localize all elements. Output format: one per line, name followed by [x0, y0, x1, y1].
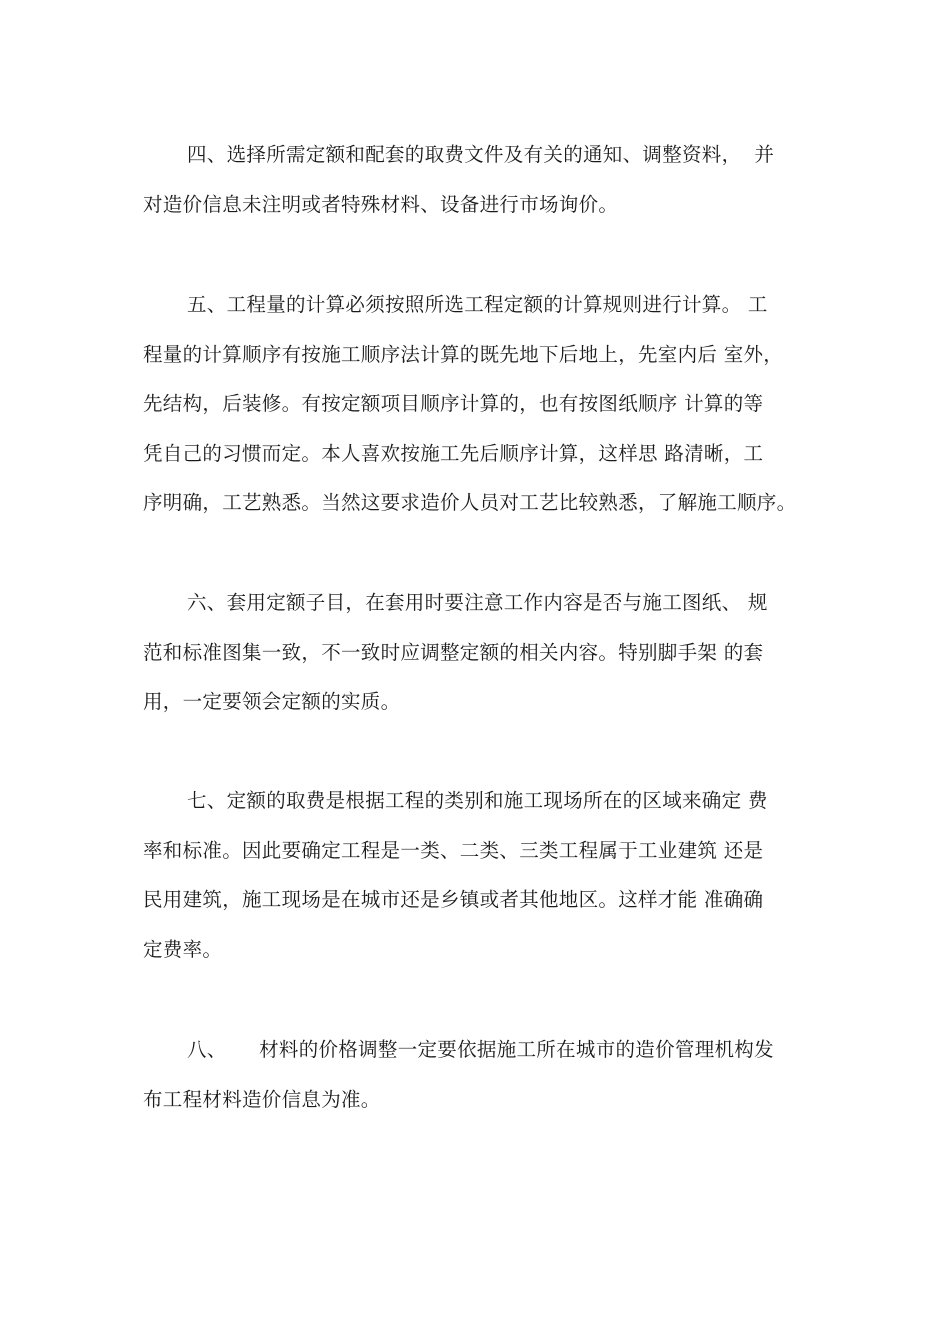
paragraph-4-select-quota-files	[143, 142, 823, 241]
paragraph-line: 凭自己的习惯而定。本人喜欢按施工先后顺序计算，这样思 路清晰，工	[143, 441, 764, 465]
paragraph-line: 布工程材料造价信息为准。	[143, 1087, 381, 1111]
paragraph-line: 先结构，后装修。有按定额项目顺序计算的，也有按图纸顺序 计算的等	[143, 392, 764, 415]
paragraph-5-quantity-calculation	[143, 292, 823, 540]
paragraph-line: 用，一定要领会定额的实质。	[143, 690, 401, 713]
paragraph-line: 七、定额的取费是根据工程的类别和施工现场所在的区域来确定 费	[187, 789, 768, 812]
paragraph-8-material-price-adjustment	[143, 1037, 823, 1136]
paragraph-line: 定费率。	[143, 937, 223, 961]
paragraph-line: 对造价信息未注明或者特殊材料、设备进行市场询价。	[143, 192, 619, 216]
paragraph-line: 八、 材料的价格调整一定要依据施工所在城市的造价管理机构发	[187, 1038, 774, 1061]
paragraph-line: 序明确，工艺熟悉。当然这要求造价人员对工艺比较熟悉，了解施工顺序。	[143, 491, 797, 514]
paragraph-line: 五、工程量的计算必须按照所选工程定额的计算规则进行计算。 工	[187, 293, 768, 316]
paragraph-6-apply-quota-items	[143, 590, 823, 739]
paragraph-line: 六、套用定额子目，在套用时要注意工作内容是否与施工图纸、 规	[187, 591, 768, 614]
paragraph-line: 程量的计算顺序有按施工顺序法计算的既先地下后地上，先室内后 室外，	[143, 342, 784, 366]
paragraph-line: 民用建筑，施工现场是在城市还是乡镇或者其他地区。这样才能 准确确	[143, 888, 764, 911]
paragraph-line: 率和标准。因此要确定工程是一类、二类、三类工程属于工业建筑 还是	[143, 838, 764, 862]
paragraph-line: 四、选择所需定额和配套的取费文件及有关的通知、调整资料， 并	[187, 143, 775, 166]
paragraph-7-fee-rates	[143, 788, 823, 986]
paragraph-line: 范和标准图集一致，不一致时应调整定额的相关内容。特别脚手架 的套	[143, 640, 764, 664]
